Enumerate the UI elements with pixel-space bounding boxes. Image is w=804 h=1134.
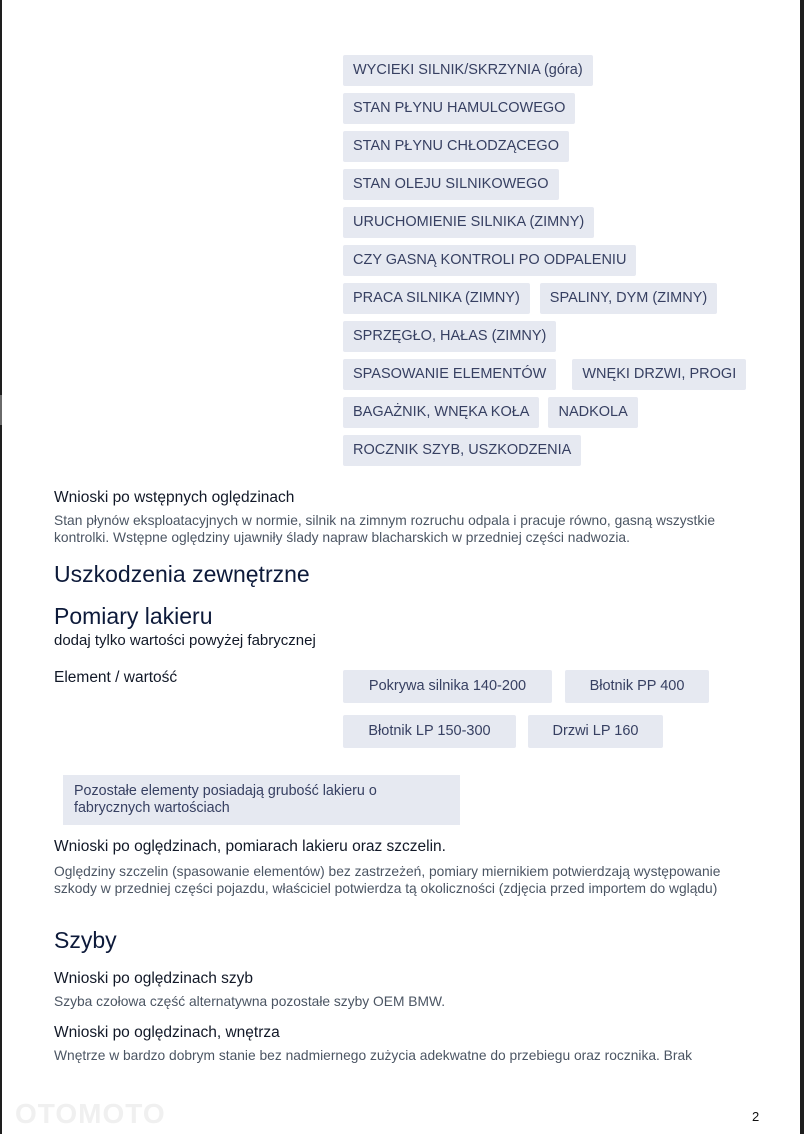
tag-row xyxy=(343,207,763,238)
paint-element-label: Element / wartość xyxy=(54,669,178,686)
inspection-tags xyxy=(343,55,763,473)
paint-subtitle: dodaj tylko wartości powyżej fabrycznej xyxy=(54,632,316,649)
tag-row xyxy=(343,321,763,352)
tag-row xyxy=(343,283,763,314)
tag: WYCIEKI SILNIK/SKRZYNIA (góra) xyxy=(343,55,593,86)
tag: CZY GASNĄ KONTROLI PO ODPALENIU xyxy=(343,245,636,276)
glass-conclusions xyxy=(54,970,754,1010)
tag-row xyxy=(343,435,763,466)
paint-conclusions-text: Oględziny szczelin (spasowanie elementów) bez zastrzeżeń, pomiary miernikiem potwierdzają występowanie szkody w przedniej części pojazdu, właściciel potwierdza tą okoliczności (zdjęcia przed importem do wglądu) xyxy=(54,864,721,896)
tag: ROCZNIK SZYB, USZKODZENIA xyxy=(343,435,581,466)
interior-conclusions-text: Wnętrze w bardzo dobrym stanie bez nadmiernego zużycia adekwatne do przebiegu oraz rocznika. Brak xyxy=(54,1048,693,1063)
tag: STAN PŁYNU CHŁODZĄCEGO xyxy=(343,131,569,162)
page-frame-left xyxy=(0,0,2,1134)
paint-value: Błotnik LP 150-300 xyxy=(343,715,516,748)
page-frame-right xyxy=(800,0,804,1134)
tag: BAGAŻNIK, WNĘKA KOŁA xyxy=(343,397,539,428)
tag-row xyxy=(343,131,763,162)
tag: STAN OLEJU SILNIKOWEGO xyxy=(343,169,559,200)
tag: SPRZĘGŁO, HAŁAS (ZIMNY) xyxy=(343,321,556,352)
glass-conclusions-label: Wnioski po oględzinach szyb xyxy=(54,970,254,987)
initial-conclusions-label: Wnioski po wstępnych oględzinach xyxy=(54,489,295,506)
tag-row xyxy=(343,93,763,124)
paint-conclusions-label: Wnioski po oględzinach, pomiarach lakieru oraz szczelin. xyxy=(54,838,446,855)
paint-value: Błotnik PP 400 xyxy=(565,670,709,703)
paint-title: Pomiary lakieru xyxy=(54,603,213,629)
tag: PRACA SILNIKA (ZIMNY) xyxy=(343,283,530,314)
watermark-logo: OTOMOTO xyxy=(15,1098,166,1129)
tag: WNĘKI DRZWI, PROGI xyxy=(572,359,746,390)
paint-value: Pokrywa silnika 140-200 xyxy=(343,670,552,703)
interior-conclusions-label: Wnioski po oględzinach, wnętrza xyxy=(54,1024,280,1041)
tag-row xyxy=(343,169,763,200)
paint-value: Drzwi LP 160 xyxy=(528,715,663,748)
page-number: 2 xyxy=(752,1109,760,1124)
paint-note: Pozostałe elementy posiadają grubość lakieru o fabrycznych wartościach xyxy=(63,775,460,825)
tag-row xyxy=(343,397,763,428)
paint-conclusions xyxy=(54,838,754,897)
initial-conclusions-text: Stan płynów eksploatacyjnych w normie, silnik na zimnym rozruchu odpala i pracuje równo, gasną wszystkie kontrolki. Wstępne oględziny ujawniły ślady napraw blacharskich w przedniej części nadwozia. xyxy=(54,513,716,545)
tag: NADKOLA xyxy=(548,397,637,428)
tag: SPASOWANIE ELEMENTÓW xyxy=(343,359,556,390)
tag: STAN PŁYNU HAMULCOWEGO xyxy=(343,93,575,124)
external-damage-title: Uszkodzenia zewnętrzne xyxy=(54,561,310,587)
interior-conclusions xyxy=(54,1024,754,1064)
tag-row xyxy=(343,55,763,86)
glass-title: Szyby xyxy=(54,927,117,953)
initial-conclusions xyxy=(54,489,754,546)
glass-conclusions-text: Szyba czołowa część alternatywna pozostałe szyby OEM BMW. xyxy=(54,994,446,1009)
tag: SPALINY, DYM (ZIMNY) xyxy=(540,283,717,314)
tag: URUCHOMIENIE SILNIKA (ZIMNY) xyxy=(343,207,594,238)
page-frame-gap xyxy=(0,395,2,425)
tag-row xyxy=(343,245,763,276)
tag-row xyxy=(343,359,763,390)
